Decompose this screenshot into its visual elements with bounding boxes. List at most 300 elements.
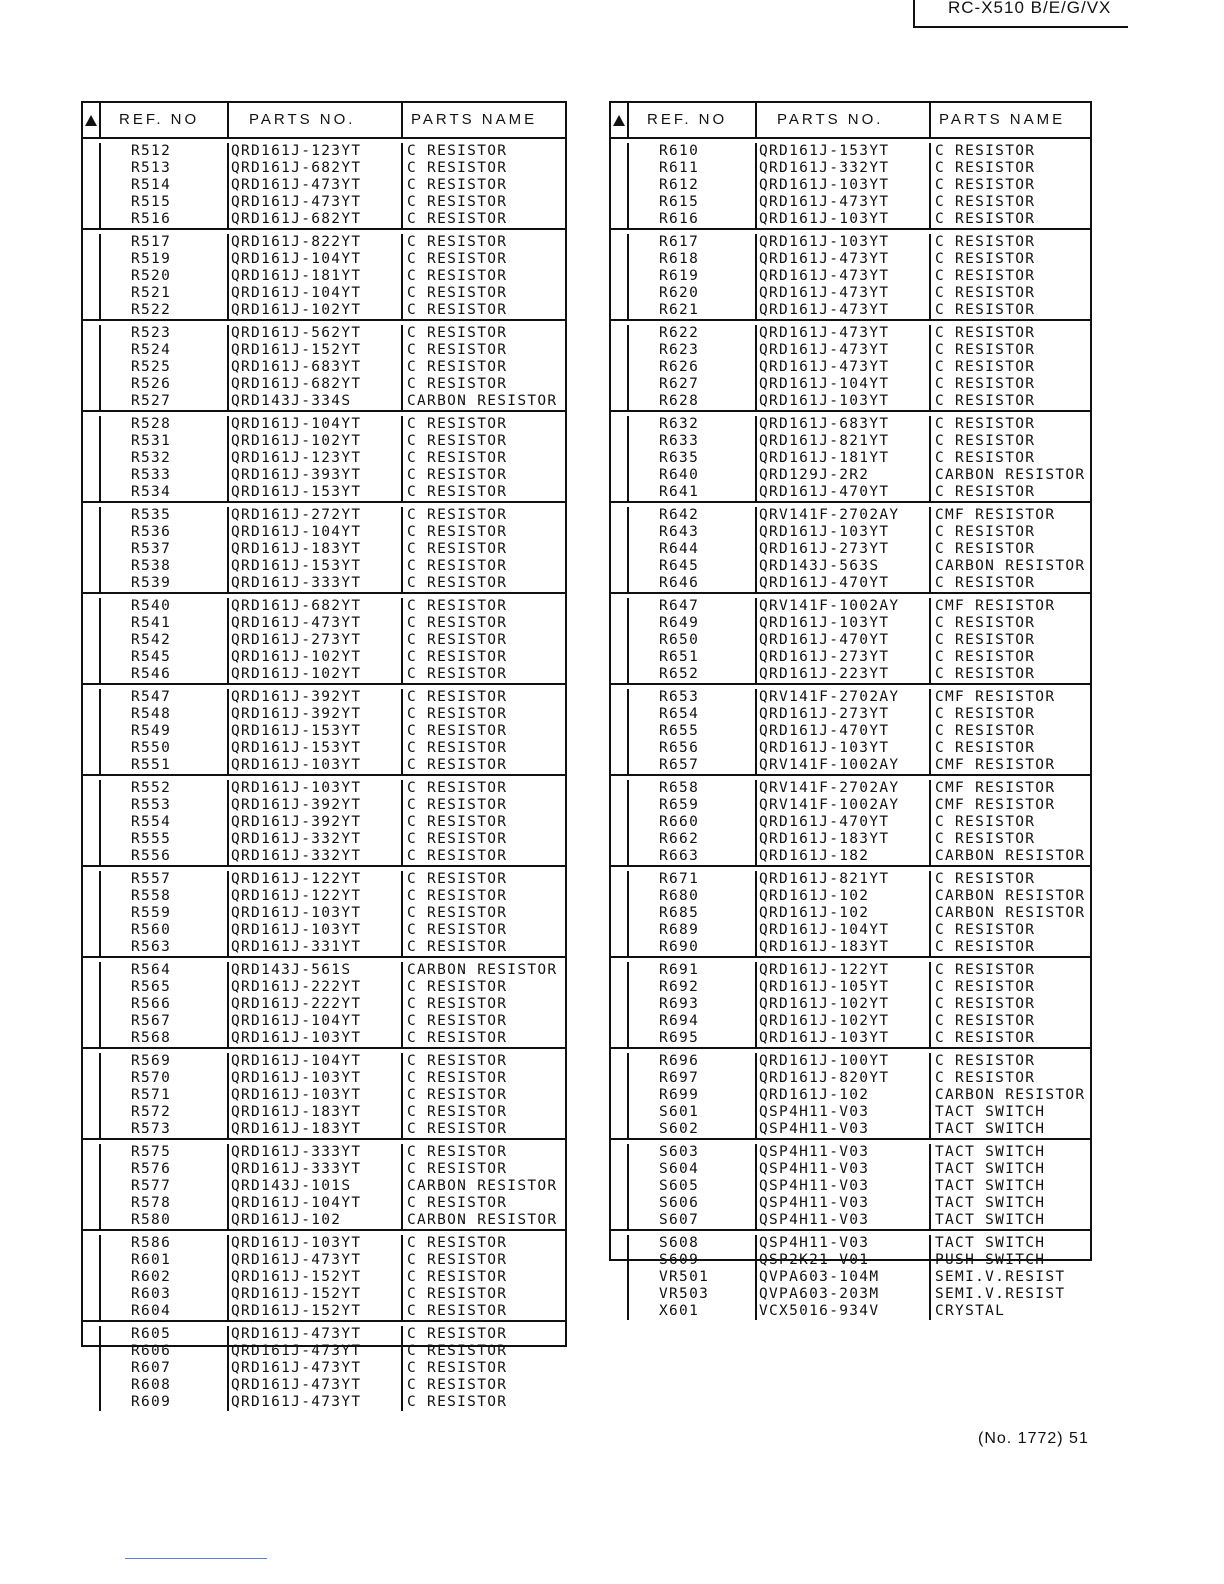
parts-no-cell: QRD161J-821YT bbox=[757, 871, 931, 888]
parts-no-cell: QRD161J-123YT bbox=[229, 143, 403, 160]
parts-no-cell: QRD161J-273YT bbox=[757, 541, 931, 558]
ref-no-cell: R528 bbox=[101, 416, 229, 433]
table-row bbox=[611, 1178, 1090, 1195]
parts-name-cell: C RESISTOR bbox=[407, 194, 508, 210]
parts-name-cell: C RESISTOR bbox=[935, 302, 1036, 318]
parts-no-cell: QRD161J-103YT bbox=[229, 1087, 403, 1104]
parts-name-cell: C RESISTOR bbox=[407, 814, 508, 830]
parts-no-cell: QRD161J-473YT bbox=[757, 359, 931, 376]
table-row bbox=[83, 1121, 565, 1138]
warning-cell bbox=[83, 376, 101, 393]
table-row bbox=[83, 450, 565, 467]
row-group bbox=[83, 139, 565, 230]
parts-name-cell: C RESISTOR bbox=[935, 285, 1036, 301]
ref-no-cell: R655 bbox=[629, 723, 757, 740]
parts-no-cell: QRD161J-682YT bbox=[229, 598, 403, 615]
parts-name-cell: C RESISTOR bbox=[935, 376, 1036, 392]
parts-no-cell: QRV141F-2702AY bbox=[757, 780, 931, 797]
table-row bbox=[83, 1178, 565, 1195]
ref-no-cell: R550 bbox=[101, 740, 229, 757]
parts-no-cell: QRD161J-392YT bbox=[229, 814, 403, 831]
parts-no-cell: QRD143J-334S bbox=[229, 393, 403, 410]
parts-no-cell: QRD161J-273YT bbox=[229, 632, 403, 649]
parts-no-cell: QRD161J-470YT bbox=[757, 632, 931, 649]
parts-name-cell: C RESISTOR bbox=[935, 416, 1036, 432]
parts-name-cell: C RESISTOR bbox=[407, 160, 508, 176]
parts-no-cell: QRD161J-470YT bbox=[757, 723, 931, 740]
ref-no-cell: R619 bbox=[629, 268, 757, 285]
ref-no-cell: S602 bbox=[629, 1121, 757, 1138]
parts-no-cell: QRD161J-103YT bbox=[229, 780, 403, 797]
row-group bbox=[611, 321, 1090, 412]
warning-cell bbox=[611, 211, 629, 228]
ref-no-cell: R602 bbox=[101, 1269, 229, 1286]
parts-no-cell: QRD161J-103YT bbox=[757, 740, 931, 757]
table-row bbox=[83, 797, 565, 814]
ref-no-cell: R640 bbox=[629, 467, 757, 484]
table-row bbox=[611, 831, 1090, 848]
table-row bbox=[611, 780, 1090, 797]
parts-name-cell: C RESISTOR bbox=[935, 177, 1036, 193]
warning-cell bbox=[611, 507, 629, 524]
warning-cell bbox=[611, 615, 629, 632]
warning-cell bbox=[611, 1104, 629, 1121]
table-row bbox=[83, 1161, 565, 1178]
parts-name-cell: C RESISTOR bbox=[407, 234, 508, 250]
parts-name-cell: CARBON RESISTOR bbox=[407, 393, 558, 409]
warning-cell bbox=[83, 507, 101, 524]
ref-no-cell: R573 bbox=[101, 1121, 229, 1138]
parts-no-cell: QRD161J-103YT bbox=[229, 1030, 403, 1047]
parts-no-cell: QSP4H11-V03 bbox=[757, 1161, 931, 1178]
parts-name-cell: C RESISTOR bbox=[407, 507, 508, 523]
parts-no-cell: QRD161J-222YT bbox=[229, 996, 403, 1013]
row-group bbox=[83, 594, 565, 685]
warning-cell bbox=[83, 234, 101, 251]
warning-cell bbox=[83, 979, 101, 996]
row-group bbox=[83, 412, 565, 503]
parts-no-cell: QRD161J-102YT bbox=[229, 302, 403, 319]
table-row bbox=[83, 1030, 565, 1047]
warning-cell bbox=[83, 160, 101, 177]
parts-no-cell: QRD161J-820YT bbox=[757, 1070, 931, 1087]
parts-name-cell: C RESISTOR bbox=[407, 1326, 508, 1342]
ref-no-cell: R537 bbox=[101, 541, 229, 558]
ref-no-cell: R570 bbox=[101, 1070, 229, 1087]
table-row bbox=[611, 211, 1090, 228]
row-group bbox=[611, 503, 1090, 594]
table-row bbox=[611, 558, 1090, 575]
warning-cell bbox=[611, 780, 629, 797]
ref-no-cell: R527 bbox=[101, 393, 229, 410]
warning-cell bbox=[83, 484, 101, 501]
header-parts-name: PARTS NAME bbox=[939, 111, 1066, 128]
ref-no-cell: R526 bbox=[101, 376, 229, 393]
parts-name-cell: C RESISTOR bbox=[407, 598, 508, 614]
parts-name-cell: C RESISTOR bbox=[407, 1343, 508, 1359]
ref-no-cell: R649 bbox=[629, 615, 757, 632]
warning-cell bbox=[611, 666, 629, 683]
parts-no-cell: QRD161J-473YT bbox=[757, 268, 931, 285]
parts-no-cell: QRD161J-183YT bbox=[229, 541, 403, 558]
ref-no-cell: R601 bbox=[101, 1252, 229, 1269]
ref-no-cell: R577 bbox=[101, 1178, 229, 1195]
parts-name-cell: C RESISTOR bbox=[935, 962, 1036, 978]
parts-name-cell: C RESISTOR bbox=[407, 1394, 508, 1410]
parts-name-cell: C RESISTOR bbox=[407, 666, 508, 682]
ref-no-cell: R642 bbox=[629, 507, 757, 524]
table-row bbox=[611, 939, 1090, 956]
ref-no-cell: R612 bbox=[629, 177, 757, 194]
table-row bbox=[83, 689, 565, 706]
ref-no-cell: R662 bbox=[629, 831, 757, 848]
ref-no-cell: R542 bbox=[101, 632, 229, 649]
table-row bbox=[83, 376, 565, 393]
warning-cell bbox=[83, 1053, 101, 1070]
parts-no-cell: QRD161J-103YT bbox=[757, 1030, 931, 1047]
parts-no-cell: QRD161J-103YT bbox=[229, 1070, 403, 1087]
ref-no-cell: R538 bbox=[101, 558, 229, 575]
table-row bbox=[83, 524, 565, 541]
ref-no-cell: R546 bbox=[101, 666, 229, 683]
table-row bbox=[611, 1212, 1090, 1229]
warning-cell bbox=[83, 285, 101, 302]
parts-no-cell: QRD161J-104YT bbox=[229, 285, 403, 302]
parts-no-cell: QRD161J-273YT bbox=[757, 706, 931, 723]
parts-no-cell: QRD161J-102YT bbox=[229, 649, 403, 666]
warning-cell bbox=[83, 211, 101, 228]
warning-cell bbox=[611, 342, 629, 359]
warning-cell bbox=[83, 632, 101, 649]
warning-cell bbox=[611, 177, 629, 194]
ref-no-cell: R654 bbox=[629, 706, 757, 723]
parts-no-cell: QRD161J-683YT bbox=[229, 359, 403, 376]
ref-no-cell: R547 bbox=[101, 689, 229, 706]
parts-no-cell: QVPA603-203M bbox=[757, 1286, 931, 1303]
warning-cell bbox=[83, 757, 101, 774]
table-row bbox=[611, 598, 1090, 615]
ref-no-cell: S607 bbox=[629, 1212, 757, 1229]
parts-name-cell: C RESISTOR bbox=[407, 905, 508, 921]
table-row bbox=[611, 905, 1090, 922]
row-group bbox=[83, 1049, 565, 1140]
header-ref-no: REF. NO bbox=[629, 103, 757, 137]
warning-cell bbox=[611, 1195, 629, 1212]
row-group bbox=[83, 1231, 565, 1322]
parts-name-cell: C RESISTOR bbox=[407, 575, 508, 591]
parts-no-cell: QVPA603-104M bbox=[757, 1269, 931, 1286]
warning-cell bbox=[611, 467, 629, 484]
warning-cell bbox=[611, 922, 629, 939]
table-row bbox=[83, 1087, 565, 1104]
warning-cell bbox=[611, 285, 629, 302]
parts-no-cell: QSP4H11-V03 bbox=[757, 1178, 931, 1195]
table-row bbox=[83, 302, 565, 319]
parts-name-cell: CARBON RESISTOR bbox=[935, 848, 1086, 864]
table-row bbox=[611, 1269, 1090, 1286]
parts-no-cell: QRD161J-473YT bbox=[229, 1377, 403, 1394]
parts-name-cell: C RESISTOR bbox=[407, 325, 508, 341]
warning-cell bbox=[611, 251, 629, 268]
ref-no-cell: R512 bbox=[101, 143, 229, 160]
parts-name-cell: C RESISTOR bbox=[407, 558, 508, 574]
warning-cell bbox=[611, 1178, 629, 1195]
parts-no-cell: QRD161J-153YT bbox=[229, 558, 403, 575]
parts-no-cell: QRD161J-473YT bbox=[229, 1360, 403, 1377]
ref-no-cell: S608 bbox=[629, 1235, 757, 1252]
parts-no-cell: QRD161J-102 bbox=[757, 888, 931, 905]
ref-no-cell: R566 bbox=[101, 996, 229, 1013]
warning-cell bbox=[83, 797, 101, 814]
ref-no-cell: R626 bbox=[629, 359, 757, 376]
parts-name-cell: C RESISTOR bbox=[935, 1030, 1036, 1046]
warning-cell bbox=[83, 302, 101, 319]
ref-no-cell: R691 bbox=[629, 962, 757, 979]
warning-cell bbox=[611, 1286, 629, 1303]
parts-name-cell: C RESISTOR bbox=[935, 251, 1036, 267]
table-row bbox=[611, 1144, 1090, 1161]
parts-no-cell: QRD161J-332YT bbox=[229, 831, 403, 848]
parts-name-cell: C RESISTOR bbox=[935, 524, 1036, 540]
parts-name-cell: TACT SWITCH bbox=[935, 1161, 1046, 1177]
row-group bbox=[611, 594, 1090, 685]
ref-no-cell: R653 bbox=[629, 689, 757, 706]
warning-cell bbox=[83, 1087, 101, 1104]
ref-no-cell: R694 bbox=[629, 1013, 757, 1030]
ref-no-cell: R690 bbox=[629, 939, 757, 956]
row-group bbox=[611, 1049, 1090, 1140]
parts-name-cell: C RESISTOR bbox=[407, 359, 508, 375]
parts-no-cell: QRD161J-392YT bbox=[229, 689, 403, 706]
warning-cell bbox=[611, 433, 629, 450]
warning-cell bbox=[83, 1303, 101, 1320]
table-row bbox=[611, 302, 1090, 319]
warning-cell bbox=[83, 325, 101, 342]
ref-no-cell: R565 bbox=[101, 979, 229, 996]
parts-name-cell: C RESISTOR bbox=[407, 342, 508, 358]
parts-name-cell: C RESISTOR bbox=[935, 575, 1036, 591]
table-row bbox=[611, 467, 1090, 484]
parts-name-cell: PUSH SWITCH bbox=[935, 1252, 1046, 1268]
warning-cell bbox=[611, 575, 629, 592]
row-group bbox=[83, 867, 565, 958]
table-row bbox=[83, 905, 565, 922]
parts-no-cell: QRD161J-821YT bbox=[757, 433, 931, 450]
parts-name-cell: C RESISTOR bbox=[935, 706, 1036, 722]
warning-cell bbox=[611, 393, 629, 410]
parts-name-cell: C RESISTOR bbox=[407, 1235, 508, 1251]
ref-no-cell: R514 bbox=[101, 177, 229, 194]
parts-name-cell: C RESISTOR bbox=[407, 177, 508, 193]
table-row bbox=[83, 979, 565, 996]
parts-no-cell: QRD161J-103YT bbox=[229, 922, 403, 939]
warning-cell bbox=[83, 1377, 101, 1394]
parts-no-cell: QSP4H11-V03 bbox=[757, 1212, 931, 1229]
table-row bbox=[611, 632, 1090, 649]
parts-name-cell: C RESISTOR bbox=[407, 797, 508, 813]
table-row bbox=[611, 666, 1090, 683]
warning-cell bbox=[611, 1053, 629, 1070]
table-row bbox=[611, 507, 1090, 524]
table-row bbox=[611, 1087, 1090, 1104]
parts-no-cell: QRD161J-103YT bbox=[757, 615, 931, 632]
table-row bbox=[611, 1195, 1090, 1212]
parts-name-cell: C RESISTOR bbox=[407, 757, 508, 773]
table-row bbox=[611, 1161, 1090, 1178]
warning-triangle-icon bbox=[83, 103, 101, 137]
ref-no-cell: S603 bbox=[629, 1144, 757, 1161]
parts-name-cell: C RESISTOR bbox=[407, 251, 508, 267]
ref-no-cell: R580 bbox=[101, 1212, 229, 1229]
parts-no-cell: QRV141F-1002AY bbox=[757, 757, 931, 774]
table-row bbox=[611, 433, 1090, 450]
parts-no-cell: QRD161J-273YT bbox=[757, 649, 931, 666]
parts-no-cell: QRD129J-2R2 bbox=[757, 467, 931, 484]
parts-name-cell: C RESISTOR bbox=[407, 649, 508, 665]
table-row bbox=[611, 376, 1090, 393]
table-row bbox=[83, 1303, 565, 1320]
parts-no-cell: QRD161J-183YT bbox=[229, 1121, 403, 1138]
ref-no-cell: R559 bbox=[101, 905, 229, 922]
parts-no-cell: QRD161J-102YT bbox=[757, 1013, 931, 1030]
table-row bbox=[611, 194, 1090, 211]
ref-no-cell: R604 bbox=[101, 1303, 229, 1320]
warning-cell bbox=[83, 251, 101, 268]
ref-no-cell: R693 bbox=[629, 996, 757, 1013]
warning-cell bbox=[611, 848, 629, 865]
ref-no-cell: R575 bbox=[101, 1144, 229, 1161]
row-group bbox=[83, 776, 565, 867]
parts-name-cell: CARBON RESISTOR bbox=[407, 1212, 558, 1228]
table-row bbox=[83, 888, 565, 905]
parts-no-cell: QRD161J-473YT bbox=[229, 1343, 403, 1360]
parts-no-cell: QRD161J-222YT bbox=[229, 979, 403, 996]
parts-name-cell: C RESISTOR bbox=[407, 996, 508, 1012]
row-group bbox=[83, 1322, 565, 1411]
parts-no-cell: QRD161J-181YT bbox=[757, 450, 931, 467]
parts-name-cell: C RESISTOR bbox=[935, 1070, 1036, 1086]
parts-name-cell: C RESISTOR bbox=[407, 706, 508, 722]
parts-no-cell: QRD161J-100YT bbox=[757, 1053, 931, 1070]
parts-name-cell: CMF RESISTOR bbox=[935, 689, 1056, 705]
table-body bbox=[611, 139, 1090, 1320]
parts-name-cell: C RESISTOR bbox=[407, 1286, 508, 1302]
parts-no-cell: QRD161J-182 bbox=[757, 848, 931, 865]
ref-no-cell: R554 bbox=[101, 814, 229, 831]
ref-no-cell: R651 bbox=[629, 649, 757, 666]
row-group bbox=[83, 503, 565, 594]
table-row bbox=[83, 740, 565, 757]
parts-name-cell: C RESISTOR bbox=[407, 433, 508, 449]
ref-no-cell: R551 bbox=[101, 757, 229, 774]
parts-table-left bbox=[81, 101, 567, 1410]
ref-no-cell: R541 bbox=[101, 615, 229, 632]
ref-no-cell: R623 bbox=[629, 342, 757, 359]
row-group bbox=[611, 958, 1090, 1049]
ref-no-cell: R689 bbox=[629, 922, 757, 939]
warning-cell bbox=[611, 979, 629, 996]
table-row bbox=[83, 962, 565, 979]
parts-name-cell: C RESISTOR bbox=[407, 541, 508, 557]
parts-name-cell: C RESISTOR bbox=[407, 1104, 508, 1120]
warning-cell bbox=[83, 1252, 101, 1269]
parts-name-cell: C RESISTOR bbox=[407, 979, 508, 995]
warning-cell bbox=[83, 1212, 101, 1229]
header-parts-name: PARTS NAME bbox=[411, 111, 538, 128]
ref-no-cell: S604 bbox=[629, 1161, 757, 1178]
ref-no-cell: R523 bbox=[101, 325, 229, 342]
ref-no-cell: R607 bbox=[101, 1360, 229, 1377]
parts-no-cell: QRD161J-181YT bbox=[229, 268, 403, 285]
parts-name-cell: C RESISTOR bbox=[407, 689, 508, 705]
parts-no-cell: QRV141F-1002AY bbox=[757, 598, 931, 615]
parts-name-cell: CARBON RESISTOR bbox=[935, 1087, 1086, 1103]
ref-no-cell: R671 bbox=[629, 871, 757, 888]
warning-cell bbox=[611, 1303, 629, 1320]
warning-cell bbox=[611, 831, 629, 848]
ref-no-cell: R692 bbox=[629, 979, 757, 996]
table-row bbox=[83, 251, 565, 268]
table-row bbox=[83, 359, 565, 376]
ref-no-cell: R627 bbox=[629, 376, 757, 393]
parts-name-cell: C RESISTOR bbox=[407, 1013, 508, 1029]
table-row bbox=[611, 1053, 1090, 1070]
warning-cell bbox=[83, 541, 101, 558]
parts-no-cell: QRD161J-104YT bbox=[229, 524, 403, 541]
warning-cell bbox=[611, 1144, 629, 1161]
parts-no-cell: QRD161J-272YT bbox=[229, 507, 403, 524]
ref-no-cell: R549 bbox=[101, 723, 229, 740]
parts-no-cell: QSP4H11-V03 bbox=[757, 1104, 931, 1121]
warning-cell bbox=[611, 450, 629, 467]
table-row bbox=[83, 1394, 565, 1411]
table-row bbox=[611, 1121, 1090, 1138]
parts-no-cell: QRD161J-682YT bbox=[229, 376, 403, 393]
ref-no-cell: R645 bbox=[629, 558, 757, 575]
parts-name-cell: C RESISTOR bbox=[935, 979, 1036, 995]
parts-name-cell: C RESISTOR bbox=[407, 888, 508, 904]
parts-name-cell: C RESISTOR bbox=[407, 302, 508, 318]
table-row bbox=[611, 979, 1090, 996]
parts-name-cell: C RESISTOR bbox=[407, 871, 508, 887]
parts-no-cell: QRD161J-102YT bbox=[229, 666, 403, 683]
parts-no-cell: QRV141F-2702AY bbox=[757, 689, 931, 706]
table-row bbox=[611, 484, 1090, 501]
warning-cell bbox=[83, 996, 101, 1013]
table-row bbox=[611, 649, 1090, 666]
parts-no-cell: QRD161J-103YT bbox=[757, 211, 931, 228]
table-row bbox=[611, 615, 1090, 632]
parts-name-cell: CMF RESISTOR bbox=[935, 757, 1056, 773]
parts-no-cell: QRD161J-122YT bbox=[757, 962, 931, 979]
parts-no-cell: QRD161J-152YT bbox=[229, 1269, 403, 1286]
parts-name-cell: C RESISTOR bbox=[407, 143, 508, 159]
table-row bbox=[83, 723, 565, 740]
parts-no-cell: QRD161J-122YT bbox=[229, 871, 403, 888]
warning-cell bbox=[83, 1178, 101, 1195]
ref-no-cell: R695 bbox=[629, 1030, 757, 1047]
table-row bbox=[83, 780, 565, 797]
warning-cell bbox=[611, 1252, 629, 1269]
ref-no-cell: R535 bbox=[101, 507, 229, 524]
warning-cell bbox=[611, 325, 629, 342]
parts-no-cell: QRD161J-102 bbox=[229, 1212, 403, 1229]
table-row bbox=[83, 814, 565, 831]
parts-no-cell: QRD161J-562YT bbox=[229, 325, 403, 342]
table-row bbox=[83, 234, 565, 251]
warning-cell bbox=[611, 558, 629, 575]
parts-name-cell: C RESISTOR bbox=[407, 268, 508, 284]
